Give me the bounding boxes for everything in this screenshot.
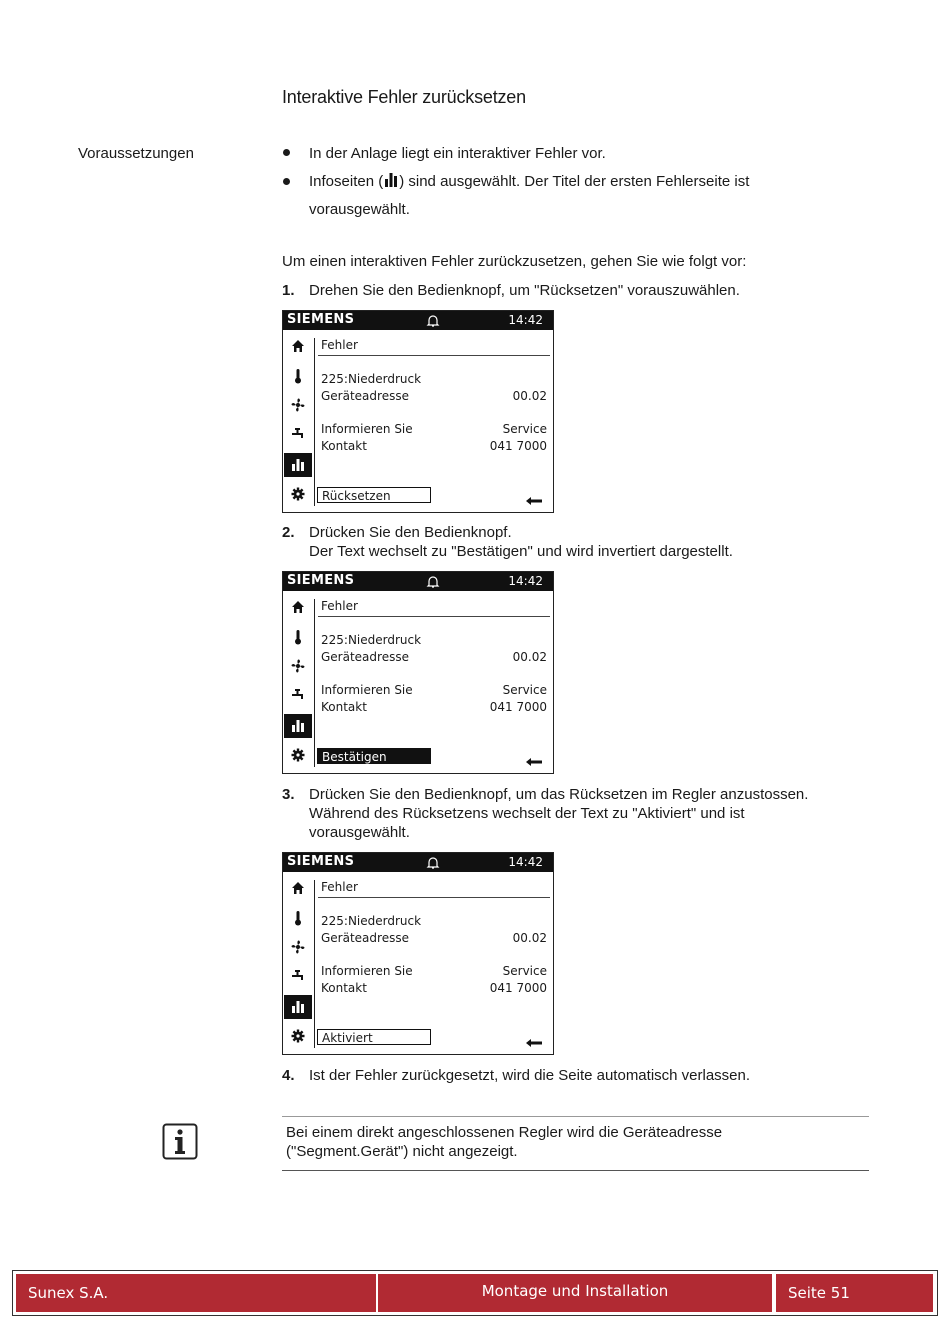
bell-icon: [426, 574, 440, 593]
gear-icon: [284, 1024, 312, 1048]
contact-value: 041 7000: [489, 700, 547, 714]
activated-action[interactable]: Aktiviert: [317, 1029, 431, 1045]
error-row: [321, 914, 547, 928]
bullet-suffix: ) sind ausgewählt. Der Titel der ersten Fehlerseite ist: [399, 173, 750, 190]
company-name: Sunex S.A.: [28, 1284, 109, 1302]
footer-page: [776, 1274, 933, 1312]
device-screen: [282, 571, 554, 774]
contact-row: [321, 439, 547, 453]
error-code: 225:Niederdruck: [321, 633, 422, 647]
address-label: Geräteadresse: [321, 650, 409, 664]
contact-label: Kontakt: [321, 981, 367, 995]
screen-heading-rule: [318, 616, 550, 617]
fan-icon: [284, 654, 312, 678]
device-screen: [282, 310, 554, 513]
thermometer-icon: [284, 364, 312, 388]
info-row: [321, 964, 547, 978]
back-arrow-icon[interactable]: [525, 491, 543, 510]
address-row: [321, 389, 547, 403]
contact-row: [321, 700, 547, 714]
screen-divider: [314, 599, 315, 767]
bar-chart-icon: [284, 714, 312, 738]
error-row: [321, 633, 547, 647]
intro-text: Um einen interaktiven Fehler zurückzusetzen, gehen Sie wie folgt vor:: [282, 253, 747, 270]
device-screen: [282, 852, 554, 1055]
screen-heading: Fehler: [321, 880, 358, 894]
note-line-1: Bei einem direkt angeschlossenen Regler wird die Geräteadresse: [286, 1124, 723, 1141]
home-icon: [284, 334, 312, 358]
screen-heading-rule: [318, 897, 550, 898]
brand-logo: SIEMENS: [287, 854, 355, 869]
step-number: 1.: [282, 282, 295, 299]
prerequisites-label: Voraussetzungen: [78, 145, 194, 162]
info-label: Informieren Sie: [321, 422, 413, 436]
info-row: [321, 422, 547, 436]
faucet-icon: [284, 683, 312, 707]
address-row: [321, 650, 547, 664]
home-icon: [284, 876, 312, 900]
bar-chart-icon: [284, 995, 312, 1019]
bullet-dot: [283, 149, 290, 156]
contact-row: [321, 981, 547, 995]
gear-icon: [284, 482, 312, 506]
section-name: Montage und Installation: [481, 1282, 669, 1300]
step-text: Drücken Sie den Bedienknopf.: [309, 524, 512, 541]
info-icon: [162, 1123, 198, 1165]
contact-value: 041 7000: [489, 439, 547, 453]
step-number: 4.: [282, 1067, 295, 1084]
back-arrow-icon[interactable]: [525, 752, 543, 771]
clock-time: 14:42: [508, 855, 543, 869]
gear-icon: [284, 743, 312, 767]
info-value: Service: [502, 422, 547, 436]
page-number: Seite 51: [788, 1284, 850, 1302]
address-value: 00.02: [512, 931, 547, 945]
screen-heading: Fehler: [321, 338, 358, 352]
screen-heading: Fehler: [321, 599, 358, 613]
screen-header: [283, 853, 553, 872]
bullet-text: [309, 172, 749, 193]
address-row: [321, 931, 547, 945]
page-title: Interaktive Fehler zurücksetzen: [282, 87, 526, 107]
error-row: [321, 372, 547, 386]
footer: [12, 1270, 938, 1316]
bullet-text: In der Anlage liegt ein interaktiver Fehler vor.: [309, 145, 606, 162]
home-icon: [284, 595, 312, 619]
contact-label: Kontakt: [321, 700, 367, 714]
thermometer-icon: [284, 625, 312, 649]
screen-sidebar: [283, 591, 314, 773]
contact-value: 041 7000: [489, 981, 547, 995]
info-value: Service: [502, 683, 547, 697]
bar-chart-icon: [284, 453, 312, 477]
footer-section: [378, 1274, 772, 1312]
screen-divider: [314, 880, 315, 1048]
fan-icon: [284, 393, 312, 417]
bullet-dot: [283, 178, 290, 185]
step-number: 2.: [282, 524, 295, 541]
note-text: [286, 1123, 846, 1161]
error-code: 225:Niederdruck: [321, 914, 422, 928]
address-label: Geräteadresse: [321, 389, 409, 403]
footer-company: [16, 1274, 376, 1312]
info-label: Informieren Sie: [321, 683, 413, 697]
screen-divider: [314, 338, 315, 506]
bell-icon: [426, 313, 440, 332]
screen-sidebar: [283, 330, 314, 512]
step-number: 3.: [282, 786, 295, 803]
step-text: Drehen Sie den Bedienknopf, um "Rücksetzen" vorauszuwählen.: [309, 282, 740, 299]
info-row: [321, 683, 547, 697]
note-bottom-rule: [282, 1170, 869, 1171]
bar-chart-icon: [384, 172, 398, 193]
faucet-icon: [284, 422, 312, 446]
brand-logo: SIEMENS: [287, 573, 355, 588]
fan-icon: [284, 935, 312, 959]
screen-header: [283, 572, 553, 591]
thermometer-icon: [284, 906, 312, 930]
screen-heading-rule: [318, 355, 550, 356]
step-text: Ist der Fehler zurückgesetzt, wird die Seite automatisch verlassen.: [309, 1067, 751, 1084]
step-text: Drücken Sie den Bedienknopf, um das Rücksetzen im Regler anzustossen.: [309, 786, 809, 803]
info-value: Service: [502, 964, 547, 978]
info-label: Informieren Sie: [321, 964, 413, 978]
bullet-prefix: Infoseiten (: [309, 173, 384, 190]
screen-header: [283, 311, 553, 330]
back-arrow-icon[interactable]: [525, 1033, 543, 1052]
address-value: 00.02: [512, 650, 547, 664]
clock-time: 14:42: [508, 313, 543, 327]
screen-sidebar: [283, 872, 314, 1054]
bell-icon: [426, 855, 440, 874]
step-text: vorausgewählt.: [309, 824, 410, 841]
note-top-rule: [282, 1116, 869, 1117]
contact-label: Kontakt: [321, 439, 367, 453]
reset-action[interactable]: Rücksetzen: [317, 487, 431, 503]
address-value: 00.02: [512, 389, 547, 403]
confirm-action[interactable]: Bestätigen: [317, 748, 431, 764]
step-text: Während des Rücksetzens wechselt der Text zu "Aktiviert" und ist: [309, 805, 745, 822]
address-label: Geräteadresse: [321, 931, 409, 945]
note-line-2: ("Segment.Gerät") nicht angezeigt.: [286, 1143, 518, 1160]
step-text: Der Text wechselt zu "Bestätigen" und wird invertiert dargestellt.: [309, 543, 733, 560]
error-code: 225:Niederdruck: [321, 372, 422, 386]
bullet-text-cont: vorausgewählt.: [309, 201, 410, 218]
faucet-icon: [284, 964, 312, 988]
brand-logo: SIEMENS: [287, 312, 355, 327]
clock-time: 14:42: [508, 574, 543, 588]
